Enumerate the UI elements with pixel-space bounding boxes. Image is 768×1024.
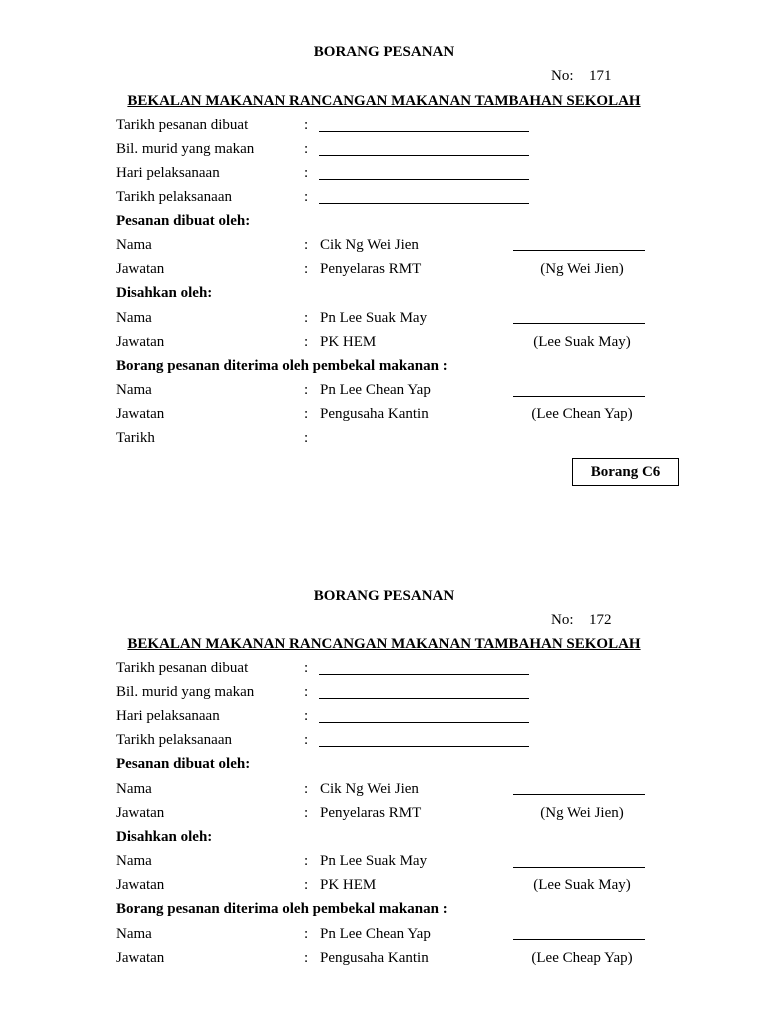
disahkan-signature-line[interactable] <box>513 867 645 868</box>
diterima-heading: Borang pesanan diterima oleh pembekal makanan : <box>116 901 448 917</box>
disahkan-jawatan-label: Jawatan <box>116 877 165 893</box>
pesanan-heading: Pesanan dibuat oleh: <box>116 213 251 229</box>
colon: : <box>304 310 309 326</box>
tarikh-pelaksanaan-label: Tarikh pelaksanaan <box>116 732 232 748</box>
hari-label: Hari pelaksanaan <box>116 708 220 724</box>
diterima-nama-value: Pn Lee Chean Yap <box>320 926 431 942</box>
colon: : <box>304 117 309 133</box>
tarikh-pesanan-label: Tarikh pesanan dibuat <box>116 660 249 676</box>
form-number-value: 171 <box>589 68 612 84</box>
diterima-jawatan-value: Pengusaha Kantin <box>320 950 429 966</box>
pesanan-signature-name: (Ng Wei Jien) <box>540 261 624 277</box>
hari-blank-line[interactable] <box>319 722 529 723</box>
colon: : <box>304 406 309 422</box>
hari-label: Hari pelaksanaan <box>116 165 220 181</box>
diterima-signature-name: (Lee Cheap Yap) <box>531 950 633 966</box>
form-number-value: 172 <box>589 612 612 628</box>
disahkan-jawatan-value: PK HEM <box>320 877 377 893</box>
colon: : <box>304 261 309 277</box>
form-number-label: No: <box>551 68 574 84</box>
pesanan-nama-value: Cik Ng Wei Jien <box>320 237 419 253</box>
disahkan-signature-name: (Lee Suak May) <box>533 334 631 350</box>
diterima-jawatan-label: Jawatan <box>116 950 165 966</box>
pesanan-jawatan-label: Jawatan <box>116 261 165 277</box>
diterima-signature-line[interactable] <box>513 939 645 940</box>
hari-blank-line[interactable] <box>319 179 529 180</box>
diterima-nama-label: Nama <box>116 382 152 398</box>
colon: : <box>304 334 309 350</box>
disahkan-heading: Disahkan oleh: <box>116 829 213 845</box>
colon: : <box>304 430 309 446</box>
colon: : <box>304 141 309 157</box>
colon: : <box>304 805 309 821</box>
disahkan-heading: Disahkan oleh: <box>116 285 213 301</box>
bil-murid-blank-line[interactable] <box>319 698 529 699</box>
pesanan-nama-label: Nama <box>116 237 152 253</box>
pesanan-signature-name: (Ng Wei Jien) <box>540 805 624 821</box>
colon: : <box>304 950 309 966</box>
disahkan-nama-value: Pn Lee Suak May <box>320 853 428 869</box>
pesanan-nama-value: Cik Ng Wei Jien <box>320 781 419 797</box>
colon: : <box>304 877 309 893</box>
form-number-label: No: <box>551 612 574 628</box>
disahkan-nama-label: Nama <box>116 853 152 869</box>
form-title: BORANG PESANAN <box>313 588 455 604</box>
colon: : <box>304 781 309 797</box>
colon: : <box>304 732 309 748</box>
diterima-heading: Borang pesanan diterima oleh pembekal makanan : <box>116 358 448 374</box>
colon: : <box>304 165 309 181</box>
pesanan-jawatan-value: Penyelaras RMT <box>320 261 422 277</box>
colon: : <box>304 660 309 676</box>
diterima-tarikh-label: Tarikh <box>116 430 155 446</box>
bil-murid-label: Bil. murid yang makan <box>116 684 255 700</box>
tarikh-pelaksanaan-label: Tarikh pelaksanaan <box>116 189 232 205</box>
bil-murid-label: Bil. murid yang makan <box>116 141 255 157</box>
tarikh-pesanan-blank-line[interactable] <box>319 131 529 132</box>
disahkan-nama-label: Nama <box>116 310 152 326</box>
colon: : <box>304 382 309 398</box>
disahkan-signature-name: (Lee Suak May) <box>533 877 631 893</box>
form-subtitle: BEKALAN MAKANAN RANCANGAN MAKANAN TAMBAHAN SEKOLAH <box>127 93 641 109</box>
order-form-172 <box>0 552 768 1022</box>
diterima-nama-value: Pn Lee Chean Yap <box>320 382 431 398</box>
pesanan-jawatan-value: Penyelaras RMT <box>320 805 422 821</box>
form-code-box: Borang C6 <box>572 458 679 486</box>
pesanan-jawatan-label: Jawatan <box>116 805 165 821</box>
colon: : <box>304 708 309 724</box>
order-form-171 <box>0 0 768 480</box>
disahkan-jawatan-label: Jawatan <box>116 334 165 350</box>
disahkan-nama-value: Pn Lee Suak May <box>320 310 428 326</box>
colon: : <box>304 853 309 869</box>
diterima-signature-name: (Lee Chean Yap) <box>531 406 633 422</box>
diterima-jawatan-value: Pengusaha Kantin <box>320 406 429 422</box>
tarikh-pesanan-label: Tarikh pesanan dibuat <box>116 117 249 133</box>
pesanan-signature-line[interactable] <box>513 794 645 795</box>
pesanan-nama-label: Nama <box>116 781 152 797</box>
disahkan-jawatan-value: PK HEM <box>320 334 377 350</box>
form-subtitle: BEKALAN MAKANAN RANCANGAN MAKANAN TAMBAHAN SEKOLAH <box>127 636 641 652</box>
diterima-signature-line[interactable] <box>513 396 645 397</box>
disahkan-signature-line[interactable] <box>513 323 645 324</box>
bil-murid-blank-line[interactable] <box>319 155 529 156</box>
pesanan-signature-line[interactable] <box>513 250 645 251</box>
colon: : <box>304 237 309 253</box>
tarikh-pelaksanaan-blank-line[interactable] <box>319 746 529 747</box>
diterima-jawatan-label: Jawatan <box>116 406 165 422</box>
diterima-nama-label: Nama <box>116 926 152 942</box>
colon: : <box>304 189 309 205</box>
tarikh-pesanan-blank-line[interactable] <box>319 674 529 675</box>
tarikh-pelaksanaan-blank-line[interactable] <box>319 203 529 204</box>
form-title: BORANG PESANAN <box>313 44 455 60</box>
colon: : <box>304 926 309 942</box>
colon: : <box>304 684 309 700</box>
pesanan-heading: Pesanan dibuat oleh: <box>116 756 251 772</box>
